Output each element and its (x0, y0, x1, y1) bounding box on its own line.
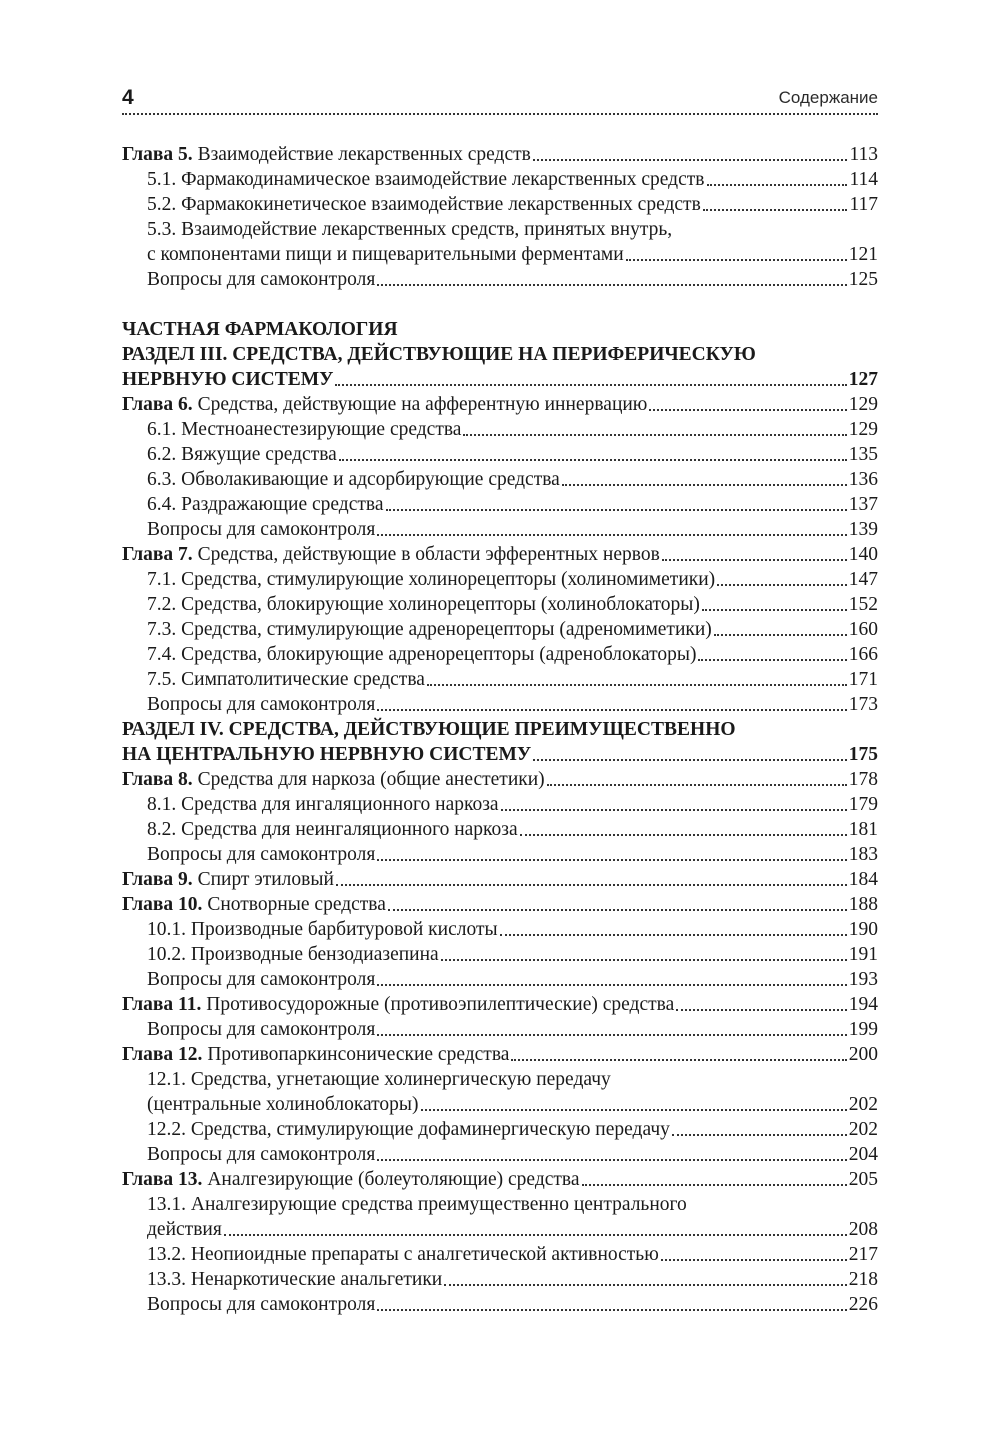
toc-subentry (122, 1192, 878, 1217)
toc-page-number: 113 (849, 144, 878, 165)
toc-entry-title (122, 367, 333, 392)
toc-chapter-label: Глава 9. (122, 869, 193, 890)
toc-section-entry (122, 317, 878, 342)
toc-entry-text: 5.1. Фармакодинамическое взаимодействие лекарственных средств (147, 169, 705, 190)
toc-chapter-label: Глава 11. (122, 994, 202, 1015)
toc-section-entry (122, 342, 878, 367)
dot-leader (547, 784, 847, 786)
dot-leader (377, 859, 846, 861)
toc-subentry (122, 492, 878, 517)
toc-entry-text: 7.3. Средства, стимулирующие адренорецепторы (адреномиметики) (147, 619, 712, 640)
toc-subentry (122, 967, 878, 992)
header-dotted-rule (122, 113, 878, 115)
toc-entry-title (147, 592, 700, 617)
toc-subentry (122, 592, 878, 617)
toc-subentry (122, 517, 878, 542)
toc-page-number: 140 (848, 544, 878, 565)
dot-leader (520, 834, 847, 836)
dot-leader (336, 884, 847, 886)
toc-page-number: 202 (848, 1094, 878, 1115)
dot-leader (533, 759, 847, 761)
toc-page-number: 183 (848, 844, 878, 865)
toc-chapter-entry (122, 1042, 878, 1067)
toc-subentry (122, 1142, 878, 1167)
dot-leader (500, 934, 847, 936)
dot-leader (377, 1159, 846, 1161)
dot-leader (377, 534, 846, 536)
dot-leader (224, 1234, 847, 1236)
toc-entry-text: Вопросы для самоконтроля (147, 269, 376, 290)
toc-entry-title (122, 1167, 580, 1192)
toc-entry-text: РАЗДЕЛ IV. СРЕДСТВА, ДЕЙСТВУЮЩИЕ ПРЕИМУЩЕСТВЕННО (122, 719, 736, 740)
toc-page-number: 200 (848, 1044, 878, 1065)
toc-subentry (122, 417, 878, 442)
toc-entry-title (147, 1117, 670, 1142)
toc-entry-text: 12.2. Средства, стимулирующие дофаминергическую передачу (147, 1119, 670, 1140)
toc-entry-title (122, 392, 647, 417)
toc-entry-title (147, 467, 560, 492)
dot-leader (511, 1059, 846, 1061)
toc-subentry (122, 242, 878, 267)
toc-subentry (122, 442, 878, 467)
toc-chapter-entry (122, 867, 878, 892)
dot-leader (427, 684, 847, 686)
toc-entry-text: Вопросы для самоконтроля (147, 519, 376, 540)
running-header-title: Содержание (778, 88, 878, 107)
toc-subentry (122, 167, 878, 192)
toc-page-number: 129 (848, 419, 878, 440)
toc-entry-text: РАЗДЕЛ III. СРЕДСТВА, ДЕЙСТВУЮЩИЕ НА ПЕРИФЕРИЧЕСКУЮ (122, 344, 756, 365)
toc-entry-title (147, 617, 712, 642)
toc-chapter-label: Глава 13. (122, 1169, 203, 1190)
toc-subentry (122, 1017, 878, 1042)
toc-entry-title (122, 342, 756, 367)
toc-chapter-entry (122, 392, 878, 417)
toc-subentry (122, 1117, 878, 1142)
toc-entry-text: 8.1. Средства для ингаляционного наркоза (147, 794, 499, 815)
toc-entry-text: Средства, действующие в области эфферентных нервов (197, 544, 660, 565)
toc-entry-text: Противосудорожные (противоэпилептические) средства (206, 994, 675, 1015)
toc-entry-title (147, 1267, 442, 1292)
toc-subentry (122, 817, 878, 842)
toc-subentry (122, 1242, 878, 1267)
toc-page-number: 178 (848, 769, 878, 790)
toc-entry-title (147, 1292, 375, 1317)
toc-entry-title (122, 142, 531, 167)
toc-entry-title (147, 417, 461, 442)
toc-entry-title (147, 692, 375, 717)
toc-chapter-entry (122, 892, 878, 917)
toc-entry-title (147, 267, 375, 292)
toc-entry-title (147, 817, 518, 842)
dot-leader (533, 159, 848, 161)
toc-page-number: 171 (848, 669, 878, 690)
dot-leader (339, 459, 847, 461)
toc-entry-text: Вопросы для самоконтроля (147, 694, 376, 715)
toc-page-number: 204 (848, 1144, 878, 1165)
toc-page-number: 208 (848, 1219, 878, 1240)
toc-section-entry (122, 717, 878, 742)
toc-entry-text: ЧАСТНАЯ ФАРМАКОЛОГИЯ (122, 319, 398, 340)
toc-chapter-label: Глава 10. (122, 894, 203, 915)
toc-entry-text: 7.2. Средства, блокирующие холинорецепторы (холиноблокаторы) (147, 594, 700, 615)
toc-entry-title (122, 892, 386, 917)
toc-page-number: 217 (848, 1244, 878, 1265)
toc-entry-text: 5.2. Фармакокинетическое взаимодействие лекарственных средств (147, 194, 701, 215)
toc-entry-title (147, 1192, 687, 1217)
toc-page-number: 137 (848, 494, 878, 515)
toc-page-number: 152 (848, 594, 878, 615)
dot-leader (377, 1309, 846, 1311)
toc-entry-title (122, 867, 334, 892)
toc-entry-text: Вопросы для самоконтроля (147, 969, 376, 990)
toc-entry-text: (центральные холиноблокаторы) (147, 1094, 419, 1115)
toc-entry-title (147, 1067, 611, 1092)
toc-entry-title (122, 1042, 509, 1067)
toc-page-number: 202 (848, 1119, 878, 1140)
toc-entry-text: 13.3. Ненаркотические анальгетики (147, 1269, 443, 1290)
toc-entry-text: 12.1. Средства, угнетающие холинергическую передачу (147, 1069, 611, 1090)
dot-leader (377, 1034, 846, 1036)
dot-leader (698, 659, 846, 661)
toc-entry-title (147, 667, 425, 692)
toc-entry-title (122, 767, 545, 792)
toc-entry-text: Аналгезирующие (болеутоляющие) средства (207, 1169, 580, 1190)
dot-leader (707, 184, 848, 186)
toc-subentry (122, 617, 878, 642)
toc-section-entry (122, 367, 878, 392)
toc-subentry (122, 567, 878, 592)
toc-subentry (122, 942, 878, 967)
dot-leader (702, 609, 847, 611)
toc-page-number: 190 (848, 919, 878, 940)
toc-entry-title (147, 1142, 375, 1167)
dot-leader (377, 284, 846, 286)
toc-entry-text: Средства, действующие на афферентную иннервацию (197, 394, 648, 415)
dot-leader (441, 959, 847, 961)
toc-entry-text: Вопросы для самоконтроля (147, 844, 376, 865)
toc-page-number: 129 (848, 394, 878, 415)
toc-entry-title (147, 1092, 419, 1117)
toc-page-number: 184 (848, 869, 878, 890)
toc-chapter-entry (122, 767, 878, 792)
toc-page-number: 135 (848, 444, 878, 465)
toc-entry-title (147, 917, 498, 942)
toc-entry-text: Вопросы для самоконтроля (147, 1144, 376, 1165)
toc-entry-title (122, 742, 531, 767)
dot-leader (444, 1284, 847, 1286)
toc-subentry (122, 1092, 878, 1117)
toc-entry-text: Средства для наркоза (общие анестетики) (197, 769, 545, 790)
dot-leader (714, 634, 847, 636)
toc-subentry (122, 917, 878, 942)
toc-entry-text: Снотворные средства (207, 894, 386, 915)
dot-leader (703, 209, 848, 211)
toc-entry-text: 8.2. Средства для неингаляционного наркоза (147, 819, 518, 840)
dot-leader (377, 709, 846, 711)
toc-entry-text: 7.5. Симпатолитические средства (147, 669, 425, 690)
dot-leader (388, 909, 847, 911)
toc-entry-text: 6.2. Вяжущие средства (147, 444, 337, 465)
toc-subentry (122, 667, 878, 692)
dot-leader (649, 409, 846, 411)
toc-page-number: 117 (849, 194, 878, 215)
toc-page-number: 147 (848, 569, 878, 590)
toc-page-number: 194 (848, 994, 878, 1015)
toc-page-number: 175 (848, 744, 878, 765)
toc-entry-text: 10.1. Производные барбитуровой кислоты (147, 919, 498, 940)
dot-leader (672, 1134, 847, 1136)
toc-page-number: 121 (848, 244, 878, 265)
toc-entry-text: Вопросы для самоконтроля (147, 1294, 376, 1315)
toc-subentry (122, 267, 878, 292)
toc-entry-text: 7.1. Средства, стимулирующие холинорецепторы (холиномиметики) (147, 569, 716, 590)
toc-page-number: 136 (848, 469, 878, 490)
toc-chapter-label: Глава 7. (122, 544, 193, 565)
toc-entry-title (147, 842, 375, 867)
toc-entry-text: 6.1. Местноанестезирующие средства (147, 419, 462, 440)
toc-entry-title (147, 1017, 375, 1042)
toc-page-number: 127 (848, 369, 878, 390)
dot-leader (582, 1184, 847, 1186)
toc-entry-title (147, 642, 696, 667)
toc-entry-title (122, 717, 736, 742)
toc-entry-text: 10.2. Производные бензодиазепина (147, 944, 439, 965)
toc-entry-text: Вопросы для самоконтроля (147, 1019, 376, 1040)
toc-chapter-label: Глава 5. (122, 144, 193, 165)
toc-chapter-entry (122, 142, 878, 167)
toc-entry-text: действия (147, 1219, 222, 1240)
dot-leader (717, 584, 847, 586)
toc-entry-text: НЕРВНУЮ СИСТЕМУ (122, 369, 334, 390)
page-number: 4 (122, 86, 134, 109)
dot-leader (562, 484, 847, 486)
toc-subentry (122, 217, 878, 242)
toc-entry-text: 6.4. Раздражающие средства (147, 494, 384, 515)
toc-subentry (122, 642, 878, 667)
toc-chapter-label: Глава 12. (122, 1044, 203, 1065)
toc-page-number: 193 (848, 969, 878, 990)
toc-entry-title (122, 542, 660, 567)
toc-entry-text: с компонентами пищи и пищеварительными ферментами (147, 244, 624, 265)
toc-entry-title (147, 792, 499, 817)
toc-page-number: 205 (848, 1169, 878, 1190)
toc-page-number: 181 (848, 819, 878, 840)
toc-page-number: 191 (848, 944, 878, 965)
toc-entry-title (122, 317, 398, 342)
toc-subentry (122, 692, 878, 717)
dot-leader (661, 1259, 847, 1261)
toc-chapter-entry (122, 992, 878, 1017)
toc-chapter-entry (122, 542, 878, 567)
toc-entry-title (122, 992, 674, 1017)
toc-page-number: 199 (848, 1019, 878, 1040)
toc-entry-text: 6.3. Обволакивающие и адсорбирующие средства (147, 469, 560, 490)
toc-entry-title (147, 192, 701, 217)
toc-entry-text: 7.4. Средства, блокирующие адренорецепторы (адреноблокаторы) (147, 644, 697, 665)
toc-entry-title (147, 442, 337, 467)
dot-leader (463, 434, 846, 436)
toc-entry-title (147, 1217, 222, 1242)
toc-page-number: 218 (848, 1269, 878, 1290)
toc-entry-title (147, 1242, 659, 1267)
toc-subentry (122, 792, 878, 817)
dot-leader (377, 984, 846, 986)
toc-section-entry (122, 742, 878, 767)
dot-leader (626, 259, 847, 261)
toc-entry-title (147, 492, 384, 517)
toc-page-number: 125 (848, 269, 878, 290)
toc-subentry (122, 192, 878, 217)
toc-entry-title (147, 942, 439, 967)
toc-spacer (122, 292, 878, 317)
toc-page-number: 160 (848, 619, 878, 640)
table-of-contents (122, 142, 878, 1317)
toc-page-number: 166 (848, 644, 878, 665)
toc-page-number: 114 (849, 169, 878, 190)
dot-leader (386, 509, 847, 511)
toc-chapter-label: Глава 6. (122, 394, 193, 415)
toc-page-number: 188 (848, 894, 878, 915)
page-header (122, 86, 878, 116)
toc-entry-title (147, 167, 705, 192)
toc-entry-text: 5.3. Взаимодействие лекарственных средств, принятых внутрь, (147, 219, 673, 240)
toc-entry-text: Противопаркинсонические средства (207, 1044, 510, 1065)
toc-entry-text: 13.2. Неопиоидные препараты с аналгетической активностью (147, 1244, 659, 1265)
toc-page-number: 179 (848, 794, 878, 815)
toc-subentry (122, 842, 878, 867)
toc-entry-title (147, 242, 624, 267)
dot-leader (501, 809, 847, 811)
toc-entry-text: Спирт этиловый (197, 869, 334, 890)
toc-chapter-entry (122, 1167, 878, 1192)
toc-entry-title (147, 517, 375, 542)
toc-entry-text: 13.1. Аналгезирующие средства преимущественно центрального (147, 1194, 687, 1215)
toc-subentry (122, 1217, 878, 1242)
toc-page-number: 226 (848, 1294, 878, 1315)
toc-entry-text: НА ЦЕНТРАЛЬНУЮ НЕРВНУЮ СИСТЕМУ (122, 744, 532, 765)
dot-leader (676, 1009, 847, 1011)
toc-subentry (122, 1067, 878, 1092)
toc-page-number: 139 (848, 519, 878, 540)
toc-entry-text: Взаимодействие лекарственных средств (197, 144, 531, 165)
dot-leader (662, 559, 847, 561)
toc-subentry (122, 467, 878, 492)
toc-subentry (122, 1292, 878, 1317)
dot-leader (421, 1109, 847, 1111)
toc-chapter-label: Глава 8. (122, 769, 193, 790)
toc-entry-title (147, 217, 672, 242)
toc-entry-title (147, 967, 375, 992)
dot-leader (335, 384, 846, 386)
toc-entry-title (147, 567, 715, 592)
toc-subentry (122, 1267, 878, 1292)
toc-page-number: 173 (848, 694, 878, 715)
